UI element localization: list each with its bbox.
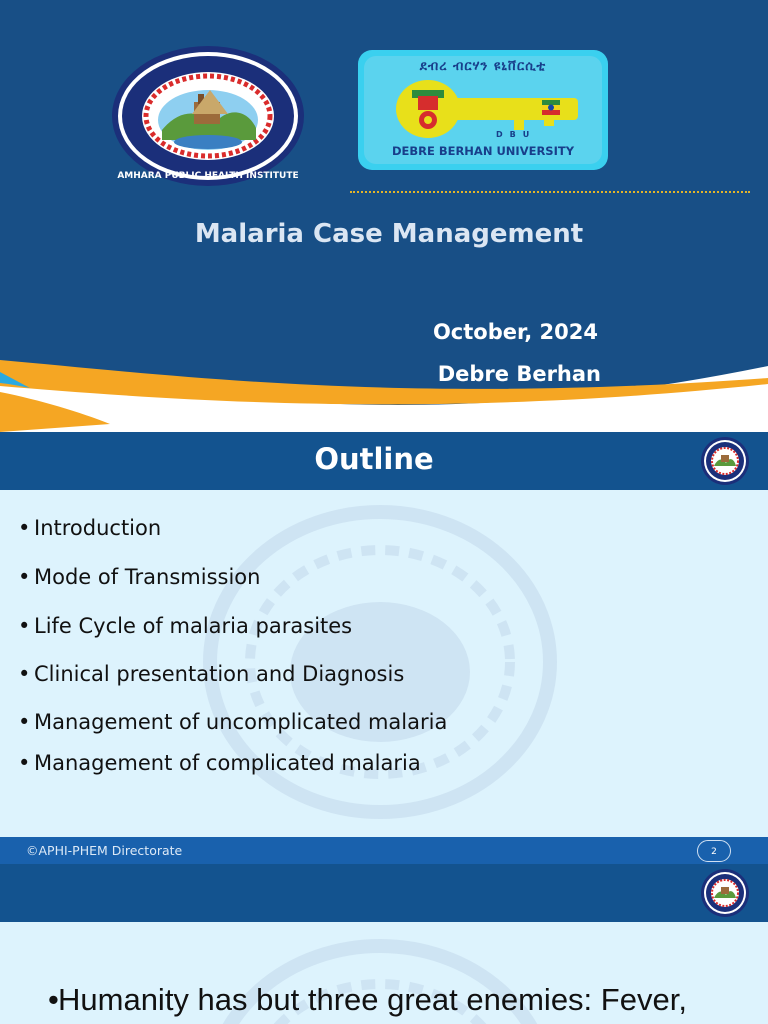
dbu-logo	[358, 50, 608, 170]
aphi-seal-icon	[700, 436, 750, 486]
slide-footer	[0, 837, 768, 864]
dbu-amharic-name: ደብረ ብርሃን ዩኒቨርሲቲ	[419, 59, 547, 74]
title-slide	[0, 0, 768, 432]
title-divider	[350, 191, 750, 193]
slide-header-bar	[0, 432, 768, 490]
quote-text: • Humanity has but three great enemies: Fever,	[48, 982, 687, 1017]
list-item: • Management of complicated malaria	[18, 751, 421, 775]
outline-slide	[0, 432, 768, 864]
slide-title: Outline	[314, 442, 434, 476]
slide-page-number: 2	[697, 840, 731, 862]
dbu-university-name: DEBRE BERHAN UNIVERSITY	[391, 144, 575, 158]
list-item: • Life Cycle of malaria parasites	[18, 614, 353, 638]
dbu-key-icon	[394, 78, 584, 140]
aphi-seal-logo-icon	[110, 44, 306, 188]
list-item: • Mode of Transmission	[18, 565, 261, 589]
dbu-abbreviation: DBU	[496, 130, 537, 139]
slide-header-bar	[0, 864, 768, 922]
aphi-seal-icon	[700, 868, 750, 918]
list-item: • Introduction	[18, 516, 162, 540]
svg-text:AMHARA PUBLIC HEALTH INSTITUTE: AMHARA PUBLIC HEALTH INSTITUTE	[117, 171, 299, 181]
footer-copyright: ©APHI-PHEM Directorate	[26, 843, 183, 858]
quote-slide	[0, 864, 768, 1024]
list-item: • Management of uncomplicated malaria	[18, 710, 448, 734]
list-item: • Clinical presentation and Diagnosis	[18, 662, 405, 686]
presentation-title: Malaria Case Management	[194, 219, 584, 249]
presentation-date: October, 2024	[432, 320, 598, 344]
presentation-location: Debre Berhan	[437, 362, 601, 386]
